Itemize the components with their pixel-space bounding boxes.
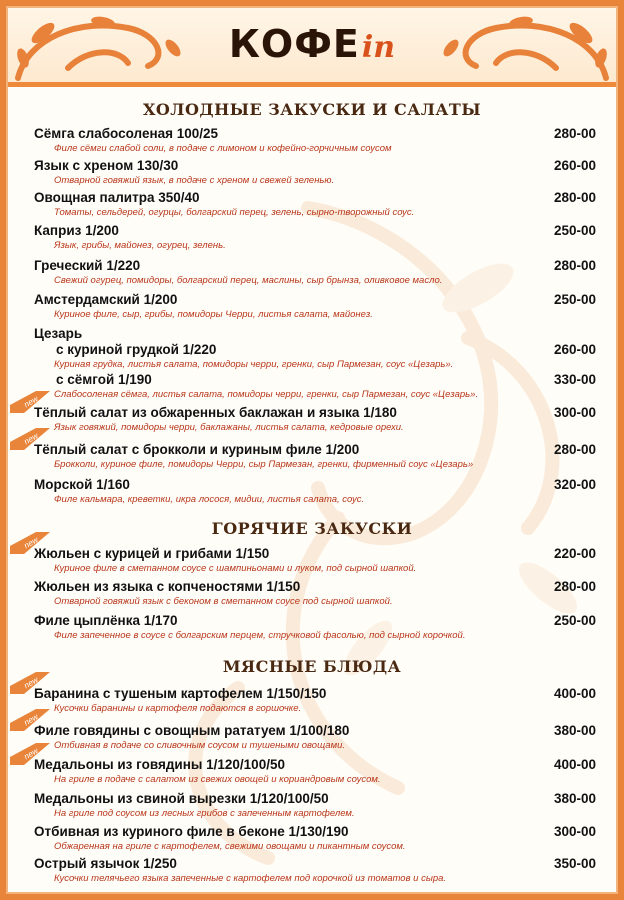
menu-item-name: Тёплый салат с брокколи и куриным филе 1/200 [34,442,360,457]
menu-item-price: 400-00 [553,757,596,772]
menu-item-description: Отварной говяжий язык, в подаче с хреном и свежей зеленью. [54,175,335,186]
new-badge-icon [10,672,50,694]
logo-accent-text: in [361,30,396,65]
cafe-logo [8,22,616,72]
menu-item-name: Медальоны из говядины 1/120/100/50 [34,757,285,772]
menu-item-description: Брокколи, куриное филе, помидоры Черри, сыр Пармезан, гренки, фирменный соус «Цезарь» [54,459,474,470]
menu-item-price: 220-00 [553,546,596,561]
menu-item-price: 250-00 [553,223,596,238]
menu-item-name: Филе говядины с овощным рататуем 1/100/180 [34,723,350,738]
menu-item-name: Филе цыплёнка 1/170 [34,613,178,628]
menu-item-name: с сёмгой 1/190 [56,372,152,387]
menu-item-description: Кусочки телячьего языка запеченные с картофелем под корочкой из томатов и сыра. [54,873,447,884]
menu-item-description: Кусочки баранины и картофеля подаются в горшочке. [54,703,302,714]
menu-item-description: Свежий огурец, помидоры, болгарский перец, маслины, сыр брынза, оливковое масло. [54,275,443,286]
menu-item-description: Филе запеченное в соусе с болгарским перцем, стручковой фасолью, под сырной корочкой. [54,630,466,641]
section-title: ХОЛОДНЫЕ ЗАКУСКИ И САЛАТЫ [142,100,482,119]
new-badge-icon [10,743,50,765]
menu-item-price: 280-00 [553,579,596,594]
menu-sheet [6,6,618,894]
new-badge-label: new [22,535,40,551]
menu-item-description: Куриная грудка, листья салата, помидоры черри, гренки, сыр Пармезан, соус «Цезарь». [54,359,454,370]
menu-item-name: Греческий 1/220 [34,258,141,273]
menu-item-price: 400-00 [553,686,596,701]
menu-item-price: 280-00 [553,126,596,141]
menu-item-description: Томаты, сельдерей, огурцы, болгарский перец, зелень, сырно-творожный соус. [54,207,415,218]
menu-item-name: Морской 1/160 [34,477,130,492]
menu-item-price: 300-00 [553,405,596,420]
menu-item-description: Филе сёмги слабой соли, в подаче с лимоном и кофейно-горчичным соусом [54,143,392,154]
menu-item-description: На гриле в подаче с салатом из свежих овощей и кориандровым соусом. [54,774,381,785]
menu-item-price: 330-00 [553,372,596,387]
menu-item-name: Острый язычок 1/250 [34,856,177,871]
new-badge-icon [10,532,50,554]
menu-item-price: 280-00 [553,442,596,457]
section-title: ГОРЯЧИЕ ЗАКУСКИ [211,519,413,538]
menu-item-name: Цезарь [34,326,83,341]
new-badge-icon [10,391,50,413]
menu-item-description: Отбивная в подаче со сливочным соусом и тушеными овощами. [54,740,346,751]
menu-item-description: Слабосоленая сёмга, листья салата, помидоры черри, гренки, сыр Пармезан, соус «Цезарь». [54,389,479,400]
new-badge-label: new [22,675,40,691]
new-badge-label: new [22,712,40,728]
menu-item-description: Обжаренная на гриле с картофелем, свежими овощами и пикантным соусом. [54,841,406,852]
menu-item-price: 250-00 [553,613,596,628]
menu-item-name: Баранина с тушеным картофелем 1/150/150 [34,686,327,701]
menu-item-name: Каприз 1/200 [34,223,119,238]
menu-item-name: Отбивная из куриного филе в беконе 1/130/190 [34,824,349,839]
menu-item-description: Филе кальмара, креветки, икра лосося, мидии, листья салата, соус. [54,494,365,505]
menu-item-description: Отварной говяжий язык с беконом в сметанном соусе под сырной шапкой. [54,596,393,607]
new-badge-icon [10,709,50,731]
menu-item-name: Жюльен с курицей и грибами 1/150 [34,546,270,561]
menu-item-price: 260-00 [553,158,596,173]
menu-item-name: Сёмга слабосоленая 100/25 [34,126,219,141]
new-badge-label: new [22,431,40,447]
logo-main-text: КОФЕ [228,22,360,66]
menu-item-name: Тёплый салат из обжаренных баклажан и языка 1/180 [34,405,397,420]
section-title: МЯСНЫЕ БЛЮДА [222,657,402,676]
menu-item-description: Куриное филе, сыр, грибы, помидоры Черри, листья салата, майонез. [54,309,373,320]
menu-item-description: На гриле под соусом из лесных грибов с запеченным картофелем. [54,808,355,819]
menu-item-price: 350-00 [553,856,596,871]
menu-item-name: Язык с хреном 130/30 [34,158,179,173]
new-badge-icon [10,428,50,450]
menu-item-description: Язык, грибы, майонез, огурец, зелень. [54,240,226,251]
header [8,8,616,87]
menu-item-price: 380-00 [553,723,596,738]
new-badge-label: new [22,746,40,762]
new-badge-label: new [22,394,40,410]
menu-item-name: Жюльен из языка с копченостями 1/150 [34,579,301,594]
menu-item-name: Овощная палитра 350/40 [34,190,200,205]
menu-item-price: 320-00 [553,477,596,492]
menu-item-name: Амстердамский 1/200 [34,292,178,307]
menu-item-price: 380-00 [553,791,596,806]
menu-item-description: Куриное филе в сметанном соусе с шампиньонами и луком, под сырной шапкой. [54,563,417,574]
menu-item-price: 300-00 [553,824,596,839]
menu-item-description: Язык говяжий, помидоры черри, баклажаны, листья салата, кедровые орехи. [54,422,404,433]
menu-item-name: Медальоны из свиной вырезки 1/120/100/50 [34,791,329,806]
menu-item-name: с куриной грудкой 1/220 [56,342,217,357]
menu-item-price: 260-00 [553,342,596,357]
menu-item-price: 280-00 [553,190,596,205]
menu-item-price: 250-00 [553,292,596,307]
menu-item-price: 280-00 [553,258,596,273]
